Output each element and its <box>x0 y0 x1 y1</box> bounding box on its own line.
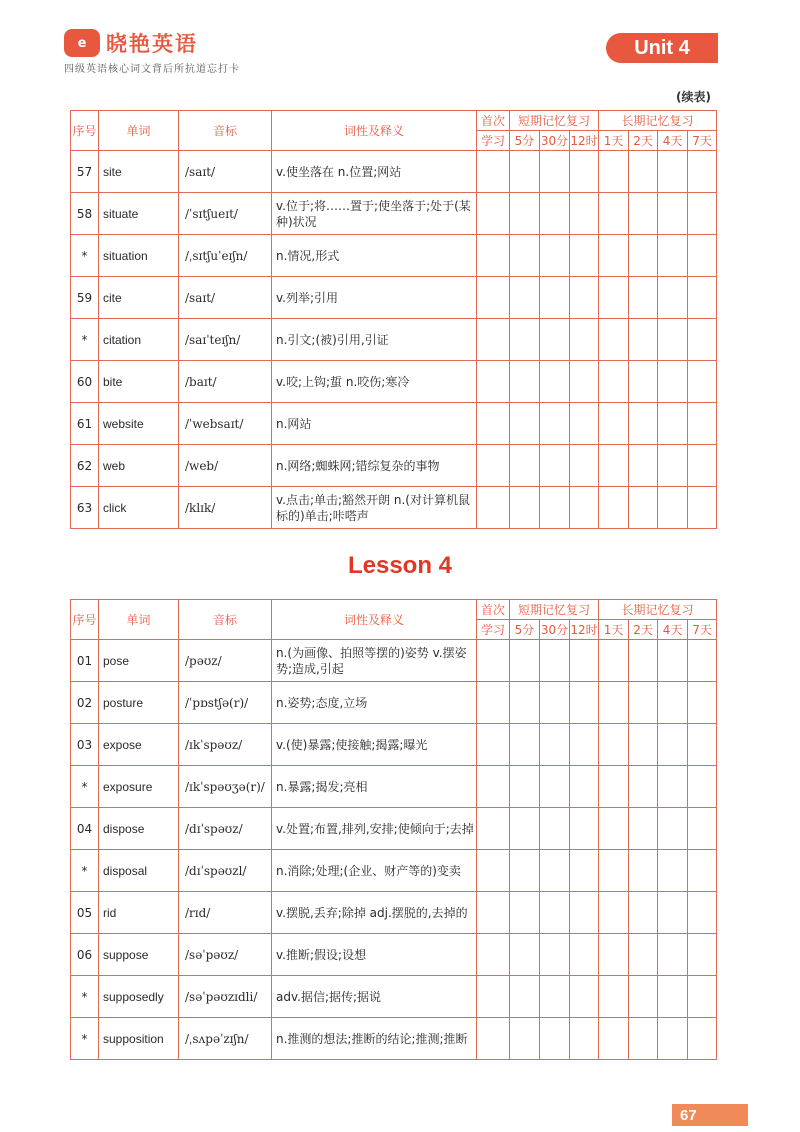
review-checkbox[interactable] <box>510 235 540 277</box>
review-checkbox[interactable] <box>540 892 570 934</box>
review-checkbox[interactable] <box>510 445 540 487</box>
review-checkbox[interactable] <box>599 892 629 934</box>
unit-badge: Unit 4 <box>606 33 718 63</box>
row-definition: v.位于;将……置于;使坐落于;处于(某种)状况 <box>272 193 477 235</box>
row-phonetic: /səˈpəʊz/ <box>179 934 272 976</box>
row-number: 04 <box>71 808 99 850</box>
row-word: pose <box>99 640 179 682</box>
header-first: 首次 <box>477 111 510 131</box>
row-phonetic: /səˈpəʊzɪdli/ <box>179 976 272 1018</box>
table-row <box>71 724 717 766</box>
row-number: 01 <box>71 640 99 682</box>
review-checkbox[interactable] <box>477 682 510 724</box>
review-checkbox[interactable] <box>510 1018 540 1060</box>
row-definition: v.(使)暴露;使接触;揭露;曝光 <box>272 724 477 766</box>
row-definition: v.摆脱,丢弃;除掉 adj.摆脱的,去掉的 <box>272 892 477 934</box>
review-checkbox[interactable] <box>510 151 540 193</box>
review-checkbox[interactable] <box>477 640 510 682</box>
row-phonetic: /ˌsɪtʃuˈeɪʃn/ <box>179 235 272 277</box>
brand-logo-icon: e <box>64 29 100 57</box>
table-row <box>71 1018 717 1060</box>
header-short-term: 短期记忆复习 <box>510 600 599 620</box>
vocab-table-2 <box>70 599 717 1060</box>
header-seq: 序号 <box>71 600 99 640</box>
row-definition: n.情况,形式 <box>272 235 477 277</box>
row-word: supposedly <box>99 976 179 1018</box>
review-checkbox[interactable] <box>599 277 629 319</box>
review-checkbox[interactable] <box>477 319 510 361</box>
row-phonetic: /ˈsɪtʃueɪt/ <box>179 193 272 235</box>
review-checkbox[interactable] <box>540 640 570 682</box>
row-phonetic: /ˈpɒstʃə(r)/ <box>179 682 272 724</box>
review-checkbox[interactable] <box>477 277 510 319</box>
review-checkbox[interactable] <box>540 682 570 724</box>
review-checkbox[interactable] <box>540 808 570 850</box>
review-checkbox[interactable] <box>599 319 629 361</box>
row-number: * <box>71 235 99 277</box>
review-checkbox[interactable] <box>688 487 717 529</box>
review-checkbox[interactable] <box>658 319 688 361</box>
review-checkbox[interactable] <box>510 850 540 892</box>
review-checkbox[interactable] <box>658 976 688 1018</box>
table-row <box>71 403 717 445</box>
row-phonetic: /baɪt/ <box>179 361 272 403</box>
header-interval: 2天 <box>629 131 658 151</box>
header-long-term: 长期记忆复习 <box>599 600 717 620</box>
row-word: suppose <box>99 934 179 976</box>
brand-tagline: 四级英语核心词文背后所抗道忘打卡 <box>64 64 240 75</box>
review-checkbox[interactable] <box>629 403 658 445</box>
row-definition: v.列举;引用 <box>272 277 477 319</box>
header-interval: 1天 <box>599 131 629 151</box>
header-interval: 2天 <box>629 620 658 640</box>
review-checkbox[interactable] <box>629 892 658 934</box>
review-checkbox[interactable] <box>599 640 629 682</box>
review-checkbox[interactable] <box>658 724 688 766</box>
header-study: 学习 <box>477 131 510 151</box>
review-checkbox[interactable] <box>658 850 688 892</box>
review-checkbox[interactable] <box>477 724 510 766</box>
row-number: * <box>71 319 99 361</box>
review-checkbox[interactable] <box>658 487 688 529</box>
review-checkbox[interactable] <box>658 193 688 235</box>
review-checkbox[interactable] <box>629 235 658 277</box>
header-interval: 1天 <box>599 620 629 640</box>
review-checkbox[interactable] <box>629 1018 658 1060</box>
row-definition: n.网络;蜘蛛网;错综复杂的事物 <box>272 445 477 487</box>
review-checkbox[interactable] <box>629 976 658 1018</box>
review-checkbox[interactable] <box>629 277 658 319</box>
review-checkbox[interactable] <box>688 235 717 277</box>
row-phonetic: /saɪt/ <box>179 151 272 193</box>
row-phonetic: /rɪd/ <box>179 892 272 934</box>
row-phonetic: /saɪt/ <box>179 277 272 319</box>
brand-name: 晓艳英语 <box>106 32 198 56</box>
review-checkbox[interactable] <box>540 235 570 277</box>
review-checkbox[interactable] <box>629 151 658 193</box>
review-checkbox[interactable] <box>477 934 510 976</box>
row-number: 58 <box>71 193 99 235</box>
review-checkbox[interactable] <box>629 487 658 529</box>
review-checkbox[interactable] <box>688 976 717 1018</box>
table-row <box>71 235 717 277</box>
row-word: situate <box>99 193 179 235</box>
row-phonetic: /saɪˈteɪʃn/ <box>179 319 272 361</box>
review-checkbox[interactable] <box>570 724 599 766</box>
header-interval: 12时 <box>570 131 599 151</box>
review-checkbox[interactable] <box>688 445 717 487</box>
row-phonetic: /klɪk/ <box>179 487 272 529</box>
review-checkbox[interactable] <box>688 892 717 934</box>
review-checkbox[interactable] <box>570 235 599 277</box>
review-checkbox[interactable] <box>570 403 599 445</box>
review-checkbox[interactable] <box>658 682 688 724</box>
table-row <box>71 850 717 892</box>
row-word: web <box>99 445 179 487</box>
review-checkbox[interactable] <box>540 976 570 1018</box>
table-row <box>71 892 717 934</box>
row-definition: v.咬;上钩;蜇 n.咬伤;寒冷 <box>272 361 477 403</box>
row-definition: n.引文;(被)引用,引证 <box>272 319 477 361</box>
review-checkbox[interactable] <box>510 319 540 361</box>
row-word: website <box>99 403 179 445</box>
review-checkbox[interactable] <box>629 850 658 892</box>
row-number: 63 <box>71 487 99 529</box>
review-checkbox[interactable] <box>570 934 599 976</box>
header-interval: 30分 <box>540 620 570 640</box>
review-checkbox[interactable] <box>629 682 658 724</box>
review-checkbox[interactable] <box>570 193 599 235</box>
review-checkbox[interactable] <box>510 487 540 529</box>
row-word: expose <box>99 724 179 766</box>
review-checkbox[interactable] <box>540 724 570 766</box>
row-word: site <box>99 151 179 193</box>
row-definition: n.消除;处理;(企业、财产等的)变卖 <box>272 850 477 892</box>
review-checkbox[interactable] <box>599 445 629 487</box>
review-checkbox[interactable] <box>540 487 570 529</box>
review-checkbox[interactable] <box>540 193 570 235</box>
review-checkbox[interactable] <box>599 235 629 277</box>
review-checkbox[interactable] <box>570 850 599 892</box>
header-interval: 5分 <box>510 620 540 640</box>
row-phonetic: /ˌsʌpəˈzɪʃn/ <box>179 1018 272 1060</box>
lesson-title: Lesson 4 <box>347 552 453 579</box>
review-checkbox[interactable] <box>510 361 540 403</box>
header-word: 单词 <box>99 111 179 151</box>
row-definition: v.点击;单击;豁然开朗 n.(对计算机鼠标的)单击;咔嗒声 <box>272 487 477 529</box>
review-checkbox[interactable] <box>688 640 717 682</box>
review-checkbox[interactable] <box>570 976 599 1018</box>
row-phonetic: /pəʊz/ <box>179 640 272 682</box>
row-number: * <box>71 1018 99 1060</box>
review-checkbox[interactable] <box>658 892 688 934</box>
row-word: exposure <box>99 766 179 808</box>
row-phonetic: /web/ <box>179 445 272 487</box>
review-checkbox[interactable] <box>629 808 658 850</box>
review-checkbox[interactable] <box>658 361 688 403</box>
row-word: disposal <box>99 850 179 892</box>
row-definition: n.暴露;揭发;亮相 <box>272 766 477 808</box>
review-checkbox[interactable] <box>688 277 717 319</box>
table-row <box>71 151 717 193</box>
row-definition: adv.据信;据传;据说 <box>272 976 477 1018</box>
review-checkbox[interactable] <box>477 361 510 403</box>
review-checkbox[interactable] <box>688 1018 717 1060</box>
vocab-table-1 <box>70 110 717 529</box>
row-phonetic: /ɪkˈspəʊz/ <box>179 724 272 766</box>
review-checkbox[interactable] <box>658 403 688 445</box>
review-checkbox[interactable] <box>570 319 599 361</box>
header-interval: 4天 <box>658 131 688 151</box>
table-row <box>71 682 717 724</box>
review-checkbox[interactable] <box>688 319 717 361</box>
review-checkbox[interactable] <box>510 808 540 850</box>
row-phonetic: /ɪkˈspəʊʒə(r)/ <box>179 766 272 808</box>
row-definition: n.(为画像、拍照等摆的)姿势 v.摆姿势;造成,引起 <box>272 640 477 682</box>
table-row <box>71 766 717 808</box>
review-checkbox[interactable] <box>599 1018 629 1060</box>
header-meaning: 词性及释义 <box>272 600 477 640</box>
review-checkbox[interactable] <box>477 892 510 934</box>
review-checkbox[interactable] <box>510 892 540 934</box>
review-checkbox[interactable] <box>688 403 717 445</box>
review-checkbox[interactable] <box>540 445 570 487</box>
row-number: * <box>71 766 99 808</box>
row-word: rid <box>99 892 179 934</box>
review-checkbox[interactable] <box>658 766 688 808</box>
review-checkbox[interactable] <box>477 235 510 277</box>
header-study: 学习 <box>477 620 510 640</box>
row-phonetic: /dɪˈspəʊzl/ <box>179 850 272 892</box>
header-interval: 4天 <box>658 620 688 640</box>
review-checkbox[interactable] <box>477 151 510 193</box>
header-first: 首次 <box>477 600 510 620</box>
review-checkbox[interactable] <box>688 850 717 892</box>
header-interval: 7天 <box>688 620 717 640</box>
review-checkbox[interactable] <box>570 640 599 682</box>
review-checkbox[interactable] <box>570 277 599 319</box>
review-checkbox[interactable] <box>510 403 540 445</box>
review-checkbox[interactable] <box>540 277 570 319</box>
review-checkbox[interactable] <box>599 682 629 724</box>
review-checkbox[interactable] <box>540 766 570 808</box>
header-interval: 12时 <box>570 620 599 640</box>
page-number: 67 <box>672 1104 748 1126</box>
row-word: dispose <box>99 808 179 850</box>
review-checkbox[interactable] <box>510 766 540 808</box>
header-phonetic: 音标 <box>179 600 272 640</box>
header-long-term: 长期记忆复习 <box>599 111 717 131</box>
review-checkbox[interactable] <box>599 151 629 193</box>
header-word: 单词 <box>99 600 179 640</box>
review-checkbox[interactable] <box>688 724 717 766</box>
header-phonetic: 音标 <box>179 111 272 151</box>
review-checkbox[interactable] <box>658 934 688 976</box>
header-meaning: 词性及释义 <box>272 111 477 151</box>
review-checkbox[interactable] <box>688 151 717 193</box>
review-checkbox[interactable] <box>477 976 510 1018</box>
review-checkbox[interactable] <box>658 808 688 850</box>
review-checkbox[interactable] <box>510 193 540 235</box>
review-checkbox[interactable] <box>629 361 658 403</box>
row-number: 05 <box>71 892 99 934</box>
review-checkbox[interactable] <box>599 403 629 445</box>
header-interval: 5分 <box>510 131 540 151</box>
review-checkbox[interactable] <box>658 277 688 319</box>
review-checkbox[interactable] <box>477 766 510 808</box>
review-checkbox[interactable] <box>510 934 540 976</box>
row-word: supposition <box>99 1018 179 1060</box>
row-number: 03 <box>71 724 99 766</box>
review-checkbox[interactable] <box>540 934 570 976</box>
review-checkbox[interactable] <box>510 724 540 766</box>
review-checkbox[interactable] <box>658 235 688 277</box>
row-definition: n.网站 <box>272 403 477 445</box>
review-checkbox[interactable] <box>570 487 599 529</box>
review-checkbox[interactable] <box>477 1018 510 1060</box>
review-checkbox[interactable] <box>540 361 570 403</box>
row-number: 57 <box>71 151 99 193</box>
row-number: 62 <box>71 445 99 487</box>
review-checkbox[interactable] <box>477 808 510 850</box>
review-checkbox[interactable] <box>658 1018 688 1060</box>
review-checkbox[interactable] <box>570 682 599 724</box>
row-number: 60 <box>71 361 99 403</box>
review-checkbox[interactable] <box>477 445 510 487</box>
continued-label: (续表) <box>676 90 711 104</box>
review-checkbox[interactable] <box>570 445 599 487</box>
review-checkbox[interactable] <box>599 766 629 808</box>
review-checkbox[interactable] <box>510 277 540 319</box>
review-checkbox[interactable] <box>599 934 629 976</box>
row-number: 59 <box>71 277 99 319</box>
brand <box>64 28 198 58</box>
table-row <box>71 319 717 361</box>
review-checkbox[interactable] <box>629 445 658 487</box>
row-definition: n.姿势;态度,立场 <box>272 682 477 724</box>
review-checkbox[interactable] <box>658 640 688 682</box>
review-checkbox[interactable] <box>629 640 658 682</box>
review-checkbox[interactable] <box>540 850 570 892</box>
review-checkbox[interactable] <box>599 487 629 529</box>
review-checkbox[interactable] <box>658 151 688 193</box>
review-checkbox[interactable] <box>477 403 510 445</box>
review-checkbox[interactable] <box>477 850 510 892</box>
review-checkbox[interactable] <box>629 934 658 976</box>
review-checkbox[interactable] <box>477 193 510 235</box>
row-word: cite <box>99 277 179 319</box>
review-checkbox[interactable] <box>540 151 570 193</box>
row-definition: n.推测的想法;推断的结论;推测;推断 <box>272 1018 477 1060</box>
row-word: situation <box>99 235 179 277</box>
review-checkbox[interactable] <box>570 361 599 403</box>
table-row <box>71 277 717 319</box>
review-checkbox[interactable] <box>629 319 658 361</box>
row-word: citation <box>99 319 179 361</box>
review-checkbox[interactable] <box>599 361 629 403</box>
review-checkbox[interactable] <box>688 934 717 976</box>
table-row <box>71 361 717 403</box>
table-row <box>71 487 717 529</box>
table-row <box>71 934 717 976</box>
review-checkbox[interactable] <box>599 193 629 235</box>
header-seq: 序号 <box>71 111 99 151</box>
row-definition: v.推断;假设;设想 <box>272 934 477 976</box>
row-definition: v.使坐落在 n.位置;网站 <box>272 151 477 193</box>
header-short-term: 短期记忆复习 <box>510 111 599 131</box>
row-phonetic: /dɪˈspəʊz/ <box>179 808 272 850</box>
review-checkbox[interactable] <box>688 808 717 850</box>
row-word: click <box>99 487 179 529</box>
review-checkbox[interactable] <box>688 682 717 724</box>
review-checkbox[interactable] <box>540 1018 570 1060</box>
table-row <box>71 445 717 487</box>
review-checkbox[interactable] <box>599 724 629 766</box>
review-checkbox[interactable] <box>688 193 717 235</box>
review-checkbox[interactable] <box>477 487 510 529</box>
review-checkbox[interactable] <box>540 319 570 361</box>
review-checkbox[interactable] <box>688 361 717 403</box>
review-checkbox[interactable] <box>510 640 540 682</box>
review-checkbox[interactable] <box>540 403 570 445</box>
review-checkbox[interactable] <box>510 976 540 1018</box>
table-row <box>71 640 717 682</box>
review-checkbox[interactable] <box>570 808 599 850</box>
table-row <box>71 976 717 1018</box>
review-checkbox[interactable] <box>629 724 658 766</box>
review-checkbox[interactable] <box>629 193 658 235</box>
row-number: * <box>71 976 99 1018</box>
header-interval: 7天 <box>688 131 717 151</box>
review-checkbox[interactable] <box>599 976 629 1018</box>
review-checkbox[interactable] <box>510 682 540 724</box>
review-checkbox[interactable] <box>599 808 629 850</box>
review-checkbox[interactable] <box>658 445 688 487</box>
review-checkbox[interactable] <box>688 766 717 808</box>
row-phonetic: /ˈwebsaɪt/ <box>179 403 272 445</box>
row-number: 61 <box>71 403 99 445</box>
row-number: 06 <box>71 934 99 976</box>
row-word: posture <box>99 682 179 724</box>
review-checkbox[interactable] <box>570 766 599 808</box>
row-word: bite <box>99 361 179 403</box>
table-row <box>71 193 717 235</box>
row-number: 02 <box>71 682 99 724</box>
review-checkbox[interactable] <box>629 766 658 808</box>
row-number: * <box>71 850 99 892</box>
header-interval: 30分 <box>540 131 570 151</box>
review-checkbox[interactable] <box>599 850 629 892</box>
review-checkbox[interactable] <box>570 1018 599 1060</box>
review-checkbox[interactable] <box>570 892 599 934</box>
table-row <box>71 808 717 850</box>
review-checkbox[interactable] <box>570 151 599 193</box>
row-definition: v.处置;布置,排列,安排;使倾向于;去掉 <box>272 808 477 850</box>
